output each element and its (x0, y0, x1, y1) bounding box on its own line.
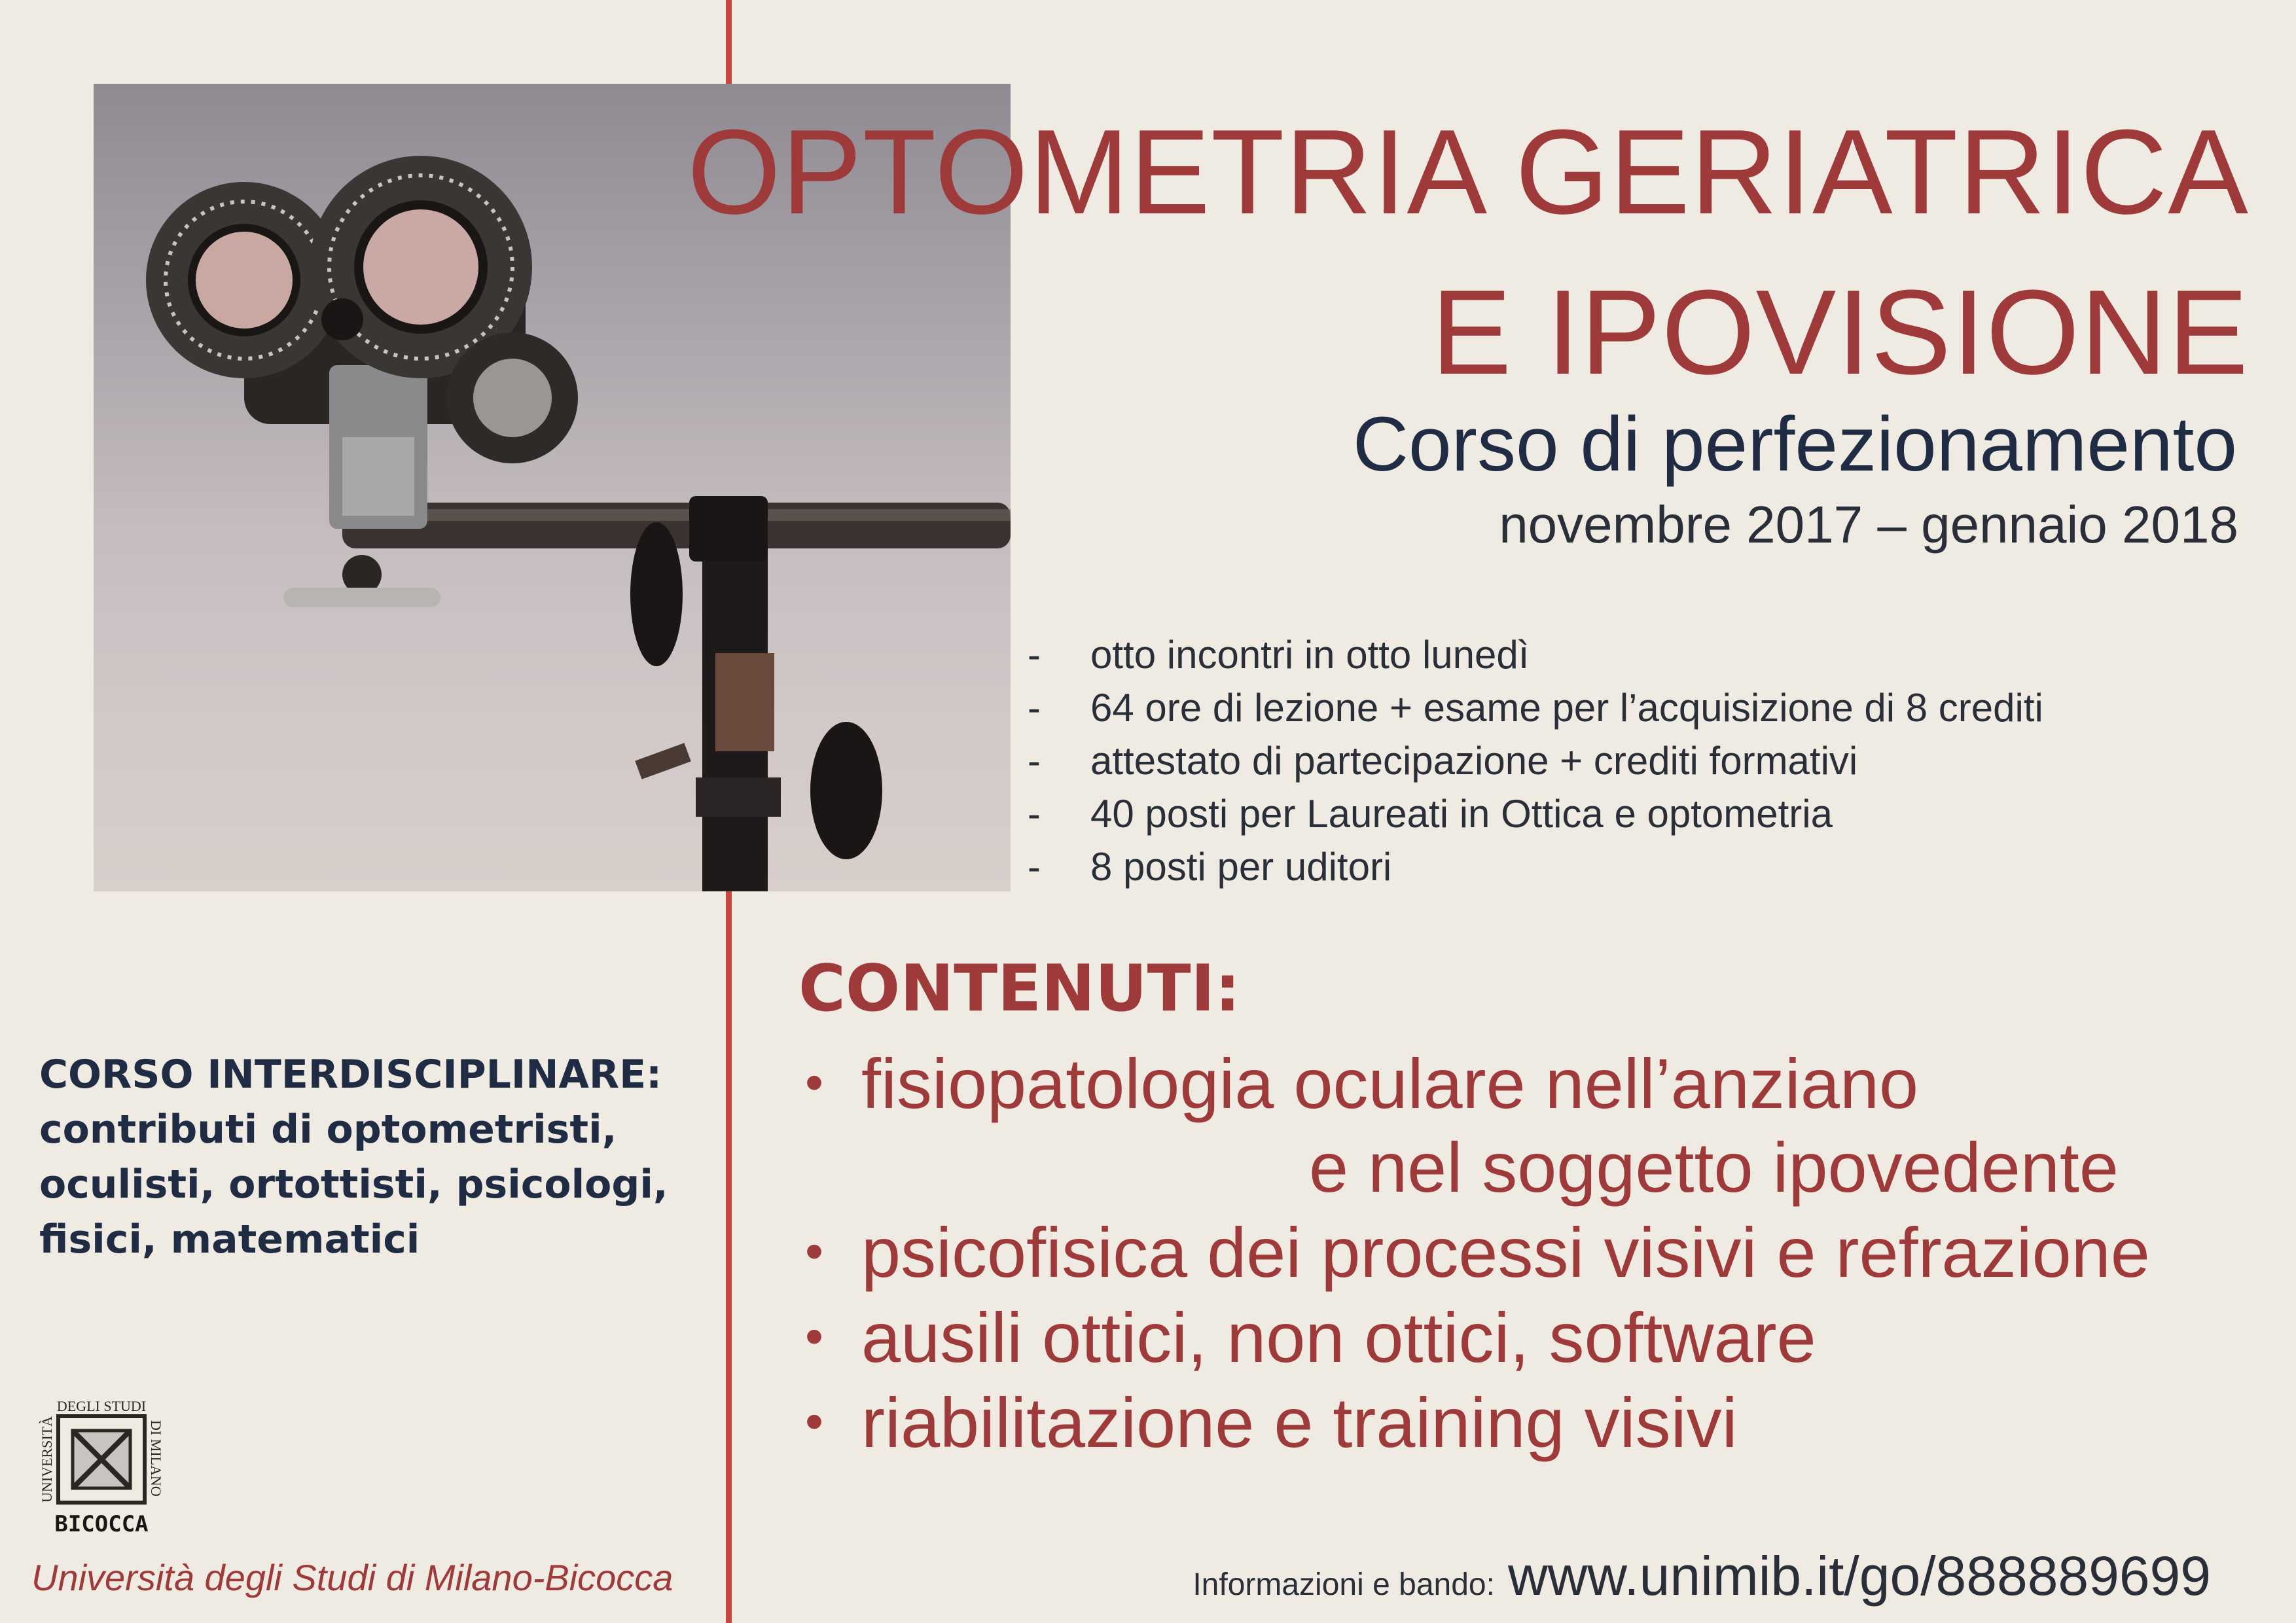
bullet-icon: • (805, 1307, 824, 1365)
interdisciplinary-heading: CORSO INTERDISCIPLINARE: (39, 1052, 662, 1097)
interdisciplinary-text: contributi di optometristi, (39, 1107, 617, 1152)
feature-text: 40 posti per Laureati in Ottica e optometria (1090, 792, 1833, 836)
feature-item (1028, 840, 2043, 893)
contents-item-text: ausili ottici, non ottici, software (861, 1298, 1816, 1377)
feature-item (1028, 787, 2043, 840)
bullet-icon: • (805, 1222, 824, 1280)
feature-text: 8 posti per uditori (1090, 845, 1392, 889)
course-dates: novembre 2017 – gennaio 2018 (1499, 495, 2238, 554)
contents-item (805, 1041, 2150, 1209)
contents-item-text: riabilitazione e training visivi (861, 1383, 1738, 1462)
feature-text: 64 ore di lezione + esame per l’acquisizione di 8 crediti (1090, 686, 2043, 730)
contents-list (805, 1041, 2150, 1465)
university-logo (36, 1394, 167, 1538)
dash-bullet: - (1028, 686, 1041, 730)
dash-bullet: - (1028, 633, 1041, 677)
knob (810, 722, 882, 859)
feature-text: otto incontri in otto lunedì (1090, 633, 1530, 677)
features-list (1028, 628, 2043, 893)
contents-item-continuation: e nel soggetto ipovedente (1309, 1128, 2119, 1207)
contents-item (805, 1294, 2150, 1380)
logo-bottom-text: BICOCCA (54, 1511, 149, 1537)
right-lens (359, 205, 483, 329)
interdisciplinary-text: oculisti, ortottisti, psicologi, (39, 1162, 668, 1207)
logo-top-text: DEGLI STUDI (56, 1398, 147, 1414)
info-label: Informazioni e bando: (1193, 1567, 1495, 1602)
dash-bullet: - (1028, 792, 1041, 836)
interdisciplinary-text: fisici, matematici (39, 1217, 420, 1262)
contents-item (805, 1380, 2150, 1465)
contents-item-text: fisiopatologia oculare nell’anziano (861, 1044, 1919, 1123)
feature-item (1028, 628, 2043, 681)
contents-item (805, 1209, 2150, 1294)
contents-item-text: psicofisica dei processi visivi e refrazione (861, 1213, 2150, 1292)
feature-text: attestato di partecipazione + crediti formativi (1090, 739, 1858, 783)
title-line-1: OPTOMETRIA GERIATRICA (687, 104, 2249, 239)
contents-heading: CONTENUTI: (798, 952, 1241, 1026)
left-lens (192, 228, 296, 332)
info-url-link[interactable]: www.unimib.it/go/888889699 (1507, 1545, 2211, 1607)
logo-right-text: DI MILANO (148, 1420, 164, 1497)
logo-left-text: UNIVERSITÀ (39, 1416, 55, 1503)
title-line-2: E IPOVISIONE (1431, 264, 2249, 399)
feature-item (1028, 734, 2043, 787)
dash-bullet: - (1028, 845, 1041, 889)
knob (630, 522, 683, 666)
interdisciplinary-block (39, 1047, 668, 1267)
university-name: Università degli Studi di Milano-Bicocca (31, 1557, 673, 1598)
feature-item (1028, 681, 2043, 734)
bullet-icon: • (805, 1053, 824, 1111)
dash-bullet: - (1028, 739, 1041, 783)
subtitle: Corso di perfezionamento (1352, 401, 2237, 488)
bullet-icon: • (805, 1392, 824, 1450)
info-line (1193, 1544, 2211, 1608)
